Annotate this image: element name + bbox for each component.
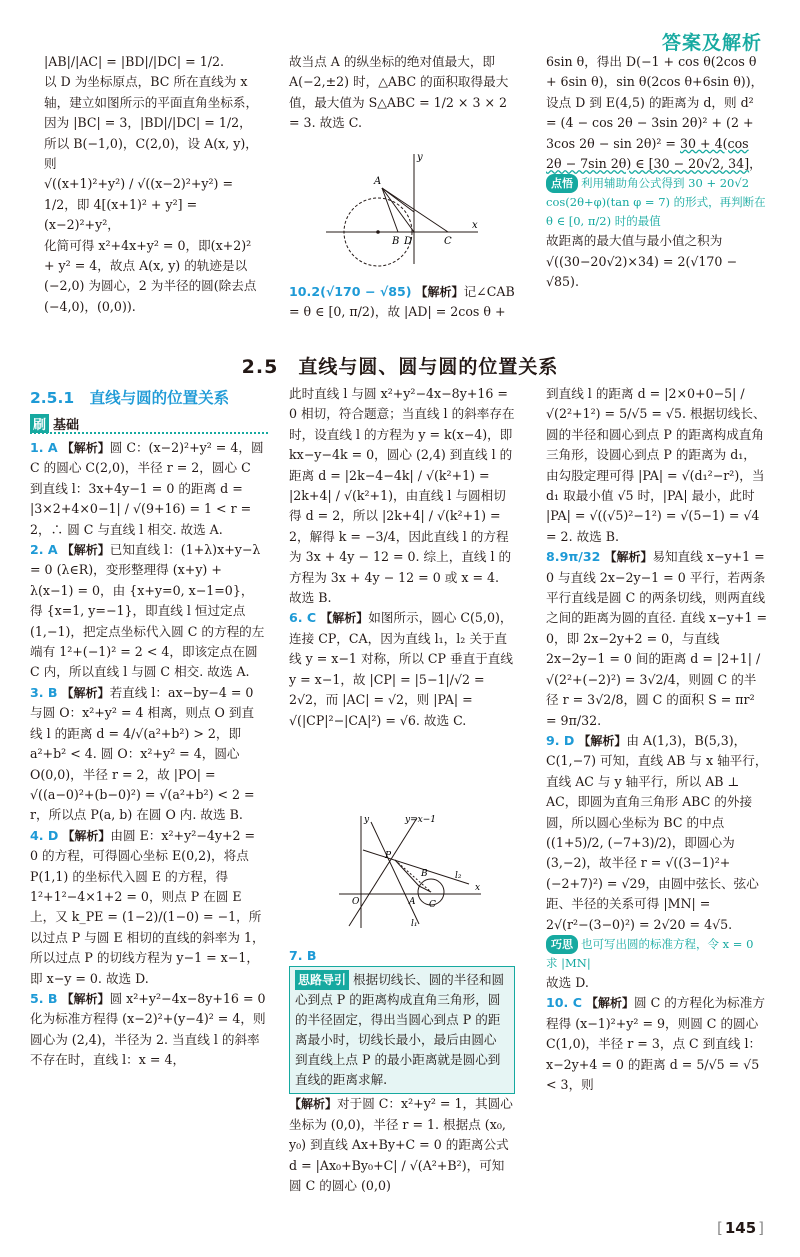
insight-badge: 点悟 <box>546 174 578 193</box>
text-block: 以 D 为坐标原点，BC 所在直线为 x 轴，建立如图所示的平面直角坐标系，因为 |BC| = 3，|BD|/|DC| = 1/2，所以 B(−1,0)，C(2,0)，设 A(x, y)，则 <box>44 74 259 172</box>
analysis-tag: 【解析】 <box>604 550 653 565</box>
q7-block <box>289 946 515 1196</box>
punct: ， <box>749 156 762 172</box>
question-number: 10. C <box>546 995 582 1011</box>
analysis-tag: 【解析】 <box>61 991 110 1006</box>
text-block: 圆 C 的方程化为标准方程得 (x−1)²+y² = 9，则圆 C 的圆心 C(1,0)，半径 r = 3，点 C 到直线 l：x−2y+4 = 0 的距离 d = 5/√5 = √5 < 3，则 <box>546 995 765 1092</box>
thinking-guide-text: 根据切线长、圆的半径和圆心到点 P 的距离构成直角三角形，圆的半径固定，得出当圆心到点 P 的距离最小时，切线长最小，最后由圆心到直线上点 P 的最小距离就是圆心到直线的距离求解. <box>295 972 505 1088</box>
insight-text: 利用辅助角公式得到 30 + 20√2 cos(2θ+φ)(tan φ = 7) 的形式，再判断在 θ ∈ [0, π/2) 时的最值 <box>546 176 766 229</box>
question-number: 3. B <box>30 684 58 700</box>
question-number: 8. <box>546 549 560 565</box>
label-D: D <box>404 236 413 247</box>
label-O: O <box>352 897 360 907</box>
label-l2: l₂ <box>455 871 462 881</box>
tip-text: 也可写出圆的标准方程，令 x = 0 求 |MN| <box>546 936 754 970</box>
highlighted-result: 30 + 4(cos 2θ − 7sin 2θ) ∈ [30 − 20√2, 34] <box>546 135 750 172</box>
text-block: 圆 x²+y²−4x−8y+16 = 0 化为标准方程得 (x−2)²+(y−4)² = 4，则圆心为 (2,4)，半径为 2. 当直线 l 的斜率不存在时，直线 l：x = 4， <box>30 990 266 1068</box>
text-block: 易知直线 x−y+1 = 0 与直线 2x−2y−1 = 0 平行，若两条平行直线是圆 C 的两条切线，则两直线之间的距离为圆的直径. 直线 x−y+1 = 0，即 2x−2y+2 = 0，与直线 2x−2y−1 = 0 间的距离 d = |2+1| / √(2²+(−2)²) = 3√2/4，则圆 C 的半径 r = 3√2/8，圆 C 的面积 S = πr² = 9π/32. <box>546 549 768 728</box>
bottom-column-2 <box>289 384 515 731</box>
text-block: √((x+1)²+y²) / √((x−2)²+y²) = 1/2，即 4[(x+1)² + y²] = (x−2)²+y²， <box>44 176 234 233</box>
analysis-tag: 【解析】 <box>415 285 464 299</box>
analysis-tag: 【解析】 <box>585 996 634 1011</box>
question-number: 7. B <box>289 948 317 963</box>
bottom-column-1 <box>30 438 266 1071</box>
label-B: B <box>392 236 400 247</box>
text-block: 由 A(1,3)，B(5,3)，C(1,−7) 可知，直线 AB 与 x 轴平行，直线 AC 与 y 轴平行，所以 AB ⊥ AC，即圆为直角三角形 ABC 的外接圆，所以圆心坐标为 BC 的中点 ((1+5)/2, (−7+3)/2)，即圆心为 (3,−2)，故半径 r = √((3−1)²+(−2+7)²) = √29，由圆中弦长、弦心距、半径的关系可得 |MN| = 2√(r²−(3−0)²) = 2√20 = 4√5. <box>546 732 768 932</box>
text-block: |AB|/|AC| = |BD|/|DC| = 1/2. <box>44 54 224 69</box>
thinking-guide-box <box>289 966 515 1094</box>
text-block: 故距离的最大值与最小值之积为 √((30−20√2)×34) = 2(√170 − √85). <box>546 233 737 290</box>
analysis-tag: 【解析】 <box>61 685 110 700</box>
line-l1 <box>371 822 419 924</box>
divider <box>30 432 268 434</box>
question-number: 9. D <box>546 732 575 748</box>
text-block: 此时直线 l 与圆 x²+y²−4x−8y+16 = 0 相切，符合题意；当直线 l 的斜率存在时，设直线 l 的方程为 y = k(x−4)，即 kx−y−4k = 0，圆心 (2,4) 到直线 l 的距离 d = |2k−4−4k| / √(k²+1) = |2k+4| / √(k²+1)，由直线 l 与圆相切得 d = 2，所以 |2k+4| / √(k²+1) = 2，解得 k = −3/4，因此直线 l 的方程为 3x + 4y − 12 = 0. 综上，直线 l 的方程为 3x + 4y − 12 = 0 或 x = 4. 故选 B. <box>289 386 515 606</box>
circle-locus-figure <box>322 148 482 268</box>
label-C: C <box>444 236 452 247</box>
q10-top <box>289 282 515 323</box>
text-block: 由圆 E：x²+y²−4y+2 = 0 的方程，可得圆心坐标 E(0,2)，将点 P(1,1) 的坐标代入圆 E 的方程，得 1²+1²−4×1+2 = 0，则点 P 在圆 E 上，又 k_PE = (1−2)/(1−0) = −1，所以过点 P 与圆 E 相切的直线的斜率为 1，所以过点 P 的切线方程为 y−1 = x−1，即 x−y = 0. 故选 D. <box>30 827 265 986</box>
analysis-tag: 【解析】 <box>320 611 369 626</box>
answer: 2(√170 − √85) <box>311 284 412 299</box>
question-number: 5. B <box>30 990 58 1006</box>
label-P: P <box>385 851 392 861</box>
label-A: A <box>409 897 416 907</box>
text-block: 化简可得 x²+4x+y² = 0，即(x+2)² + y² = 4，故点 A(x, y) 的轨迹是以 (−2,0) 为圆心，2 为半径的圆(除去点(−4,0)，(0,0)). <box>44 237 257 314</box>
level-badge-text: 基础 <box>53 418 80 433</box>
question-number: 4. D <box>30 827 59 843</box>
section-tag: 答案及解析 <box>661 32 762 54</box>
top-column-2 <box>289 52 515 134</box>
question-number: 2. A <box>30 542 58 558</box>
label-y: y <box>417 152 423 163</box>
question-number: 6. C <box>289 610 317 626</box>
analysis-tag: 【解析】 <box>61 543 110 558</box>
analysis-tag: 【解析】 <box>61 441 110 455</box>
label-l1: l₁ <box>411 919 418 929</box>
label-x: x <box>475 883 481 893</box>
tangent-lines-figure <box>335 812 485 930</box>
text-block: 故选 D. <box>546 974 589 990</box>
question-number: 10. <box>289 284 312 299</box>
line-y-x-1 <box>349 818 417 926</box>
page-number: [ 145 ] <box>717 1219 764 1237</box>
section-title: 2.5 直线与圆、圆与圆的位置关系 <box>241 356 559 378</box>
label-A: A <box>374 176 382 187</box>
text-block: 故当点 A 的纵坐标的绝对值最大，即 A(−2,±2) 时，△ABC 的面积取得最大值，最大值为 S△ABC = 1/2 × 3 × 2 = 3. 故选 C. <box>289 54 509 131</box>
analysis-tag: 【解析】 <box>62 828 111 843</box>
level-badge <box>30 414 79 433</box>
label-C: C <box>429 900 436 910</box>
text-block: 记∠CAB = θ ∈ [0, π/2)，故 |AD| = 2cos θ + <box>289 284 515 320</box>
text-block: 到直线 l 的距离 d = |2×0+0−5| / √(2²+1²) = 5/√5 = √5. 根据切线长、圆的半径和圆心到点 P 的距离构成直角三角形，设圆心到点 P 的距离为 d₁，由勾股定理可得 |PA| = √(d₁²−r²)，当 d₁ 取最小值 √5 时，|PA| 最小，此时 |PA| = √((√5)²−1²) = √(5−1) = √4 = 2. 故选 B. <box>546 386 766 544</box>
tip-badge: 巧思 <box>546 935 578 954</box>
top-column-3 <box>546 52 768 293</box>
text-block: 若直线 l：ax−by−4 = 0 与圆 O：x²+y² = 4 相离，则点 O 到直线 l 的距离 d = 4/√(a²+b²) > 2，即 a²+b² < 4. 圆 O：x²+y² = 4，圆心 O(0,0)，半径 r = 2，故 |PO| = √((a−0)²+(b−0)²) = √(a²+b²) < 2 = r，所以点 P(a, b) 在圆 O 内. 故选 B. <box>30 684 255 823</box>
level-badge-box: 刷 <box>30 414 49 433</box>
text-block: 如图所示，圆心 C(5,0)，连接 CP，CA，因为直线 l₁，l₂ 关于直线 y = x−1 对称，所以 CP 垂直于直线 y = x−1，故 |CP| = |5−1|/√2 = 2√2，而 |AC| = √2，则 |PA| = √(|CP|²−|CA|²) = √6. 故选 C. <box>289 610 513 728</box>
label-x: x <box>472 220 478 231</box>
answer: 9π/32 <box>559 549 601 565</box>
bottom-column-3 <box>546 384 768 1095</box>
label-line: y=x−1 <box>405 815 436 825</box>
subsection-title: 2.5.1 直线与圆的位置关系 <box>30 389 230 407</box>
text-block: 已知直线 l：(1+λ)x+y−λ = 0 (λ∈R)，变形整理得 (x+y) + λ(x−1) = 0，由 {x+y=0, x−1=0}，得 {x=1, y=−1}，即直线 l 恒过定点 (1,−1)，把定点坐标代入圆 C 的方程的左端有 1²+(−1)² = 2 < 4，即该定点在圆 C 内，所以直线 l 与圆 C 相交. 故选 A. <box>30 542 265 680</box>
analysis-tag: 【解析】 <box>289 1097 338 1112</box>
text-block: 圆 C：(x−2)²+y² = 4，圆 C 的圆心 C(2,0)，半径 r = 2，圆心 C 到直线 l：3x+4y−1 = 0 的距离 d = |3×2+4×0−1| / √(9+16) = 1 < r = 2，∴ 圆 C 与直线 l 相交. 故选 A. <box>30 440 264 537</box>
label-y: y <box>364 815 370 825</box>
label-B: B <box>421 869 428 879</box>
question-number: 1. A <box>30 440 58 455</box>
analysis-tag: 【解析】 <box>578 733 627 748</box>
text-block: 6sin θ，得出 D(−1 + cos θ(2cos θ + 6sin θ)，sin θ(2cos θ+6sin θ))，设点 D 到 E(4,5) 的距离为 d，则 d² = (4 − cos 2θ − 3sin 2θ)² + (2 + 3cos 2θ − sin 2θ)² = <box>546 54 764 151</box>
thinking-guide-tag: 思路导引 <box>295 970 349 990</box>
text-block: 对于圆 C：x²+y² = 1，其圆心坐标为 (0,0)，半径 r = 1. 根据点 (x₀, y₀) 到直线 Ax+By+C = 0 的距离公式 d = |Ax₀+By₀+C| / √(A²+B²)，可知圆 C 的圆心 (0,0) <box>289 1096 513 1194</box>
top-column-1 <box>44 52 264 317</box>
